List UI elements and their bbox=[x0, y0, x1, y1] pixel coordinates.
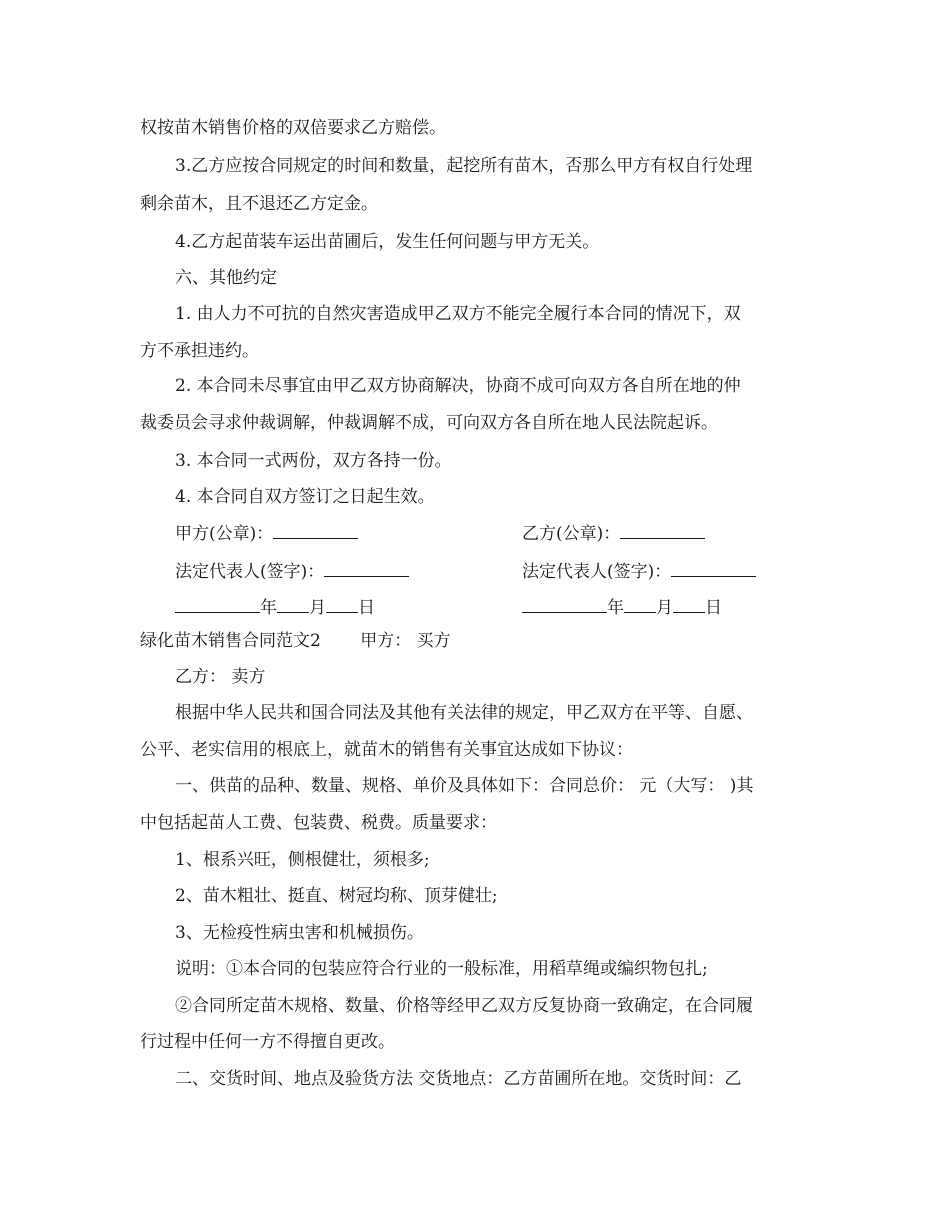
text-line: 4. 本合同自双方签订之日起生效。 bbox=[175, 487, 435, 507]
year-b-label: 年 bbox=[607, 598, 624, 618]
day-a-label: 日 bbox=[358, 598, 375, 618]
month-a-blank[interactable] bbox=[277, 596, 309, 613]
legal-rep-a-blank[interactable] bbox=[324, 560, 409, 577]
text-line: 说明：①本合同的包装应符合行业的一般标准，用稻草绳或编织物包扎; bbox=[175, 959, 708, 979]
text-line: 方不承担违约。 bbox=[140, 341, 259, 361]
year-a-label: 年 bbox=[260, 598, 277, 618]
text-line: 二、交货时间、地点及验货方法 交货地点：乙方苗圃所在地。交货时间：乙 bbox=[175, 1069, 742, 1089]
text-line: ②合同所定苗木规格、数量、价格等经甲乙双方反复协商一致确定，在合同履 bbox=[175, 996, 753, 1016]
party-b-seal-line bbox=[522, 522, 705, 545]
legal-rep-b-label: 法定代表人(签字)： bbox=[522, 562, 672, 582]
month-b-blank[interactable] bbox=[624, 596, 656, 613]
text-line: 公平、老实信用的根底上，就苗木的销售有关事宜达成如下协议： bbox=[140, 740, 633, 760]
text-line: 裁委员会寻求仲裁调解，仲裁调解不成，可向双方各自所在地人民法院起诉。 bbox=[140, 413, 718, 433]
party-b-seal-blank[interactable] bbox=[620, 522, 705, 539]
text-line: 3.乙方应按合同规定的时间和数量，起挖所有苗木，否那么甲方有权自行处理 bbox=[175, 156, 753, 176]
date-b-line bbox=[522, 596, 722, 619]
text-line: 行过程中任何一方不得擅自更改。 bbox=[140, 1032, 395, 1052]
date-a-line bbox=[175, 596, 375, 619]
party-a-seal-blank[interactable] bbox=[273, 522, 358, 539]
day-a-blank[interactable] bbox=[326, 596, 358, 613]
legal-rep-b-line bbox=[522, 560, 756, 583]
text-line: 1、根系兴旺，侧根健壮，须根多; bbox=[175, 850, 430, 870]
text-line: 2. 本合同未尽事宜由甲乙双方协商解决，协商不成可向双方各自所在地的仲 bbox=[175, 376, 741, 396]
text-line: 4.乙方起苗装车运出苗圃后，发生任何问题与甲方无关。 bbox=[175, 232, 600, 252]
day-b-label: 日 bbox=[705, 598, 722, 618]
text-line: 剩余苗木，且不退还乙方定金。 bbox=[140, 194, 378, 214]
text-line: 一、供苗的品种、数量、规格、单价及具体如下：合同总价： 元（大写： )其 bbox=[175, 776, 754, 796]
party-a-seal-line bbox=[175, 522, 358, 545]
year-b-blank[interactable] bbox=[522, 596, 607, 613]
text-line: 1. 由人力不可抗的自然灾害造成甲乙双方不能完全履行本合同的情况下，双 bbox=[175, 304, 741, 324]
section-heading: 六、其他约定 bbox=[175, 268, 277, 288]
text-line: 中包括起苗人工费、包装费、税费。质量要求： bbox=[140, 813, 497, 833]
text-line: 乙方： 卖方 bbox=[175, 667, 266, 687]
text-line: 3、无检疫性病虫害和机械损伤。 bbox=[175, 923, 424, 943]
day-b-blank[interactable] bbox=[673, 596, 705, 613]
party-b-seal-label: 乙方(公章)： bbox=[522, 524, 621, 544]
text-line: 权按苗木销售价格的双倍要求乙方赔偿。 bbox=[140, 118, 446, 138]
legal-rep-b-blank[interactable] bbox=[671, 560, 756, 577]
month-b-label: 月 bbox=[656, 598, 673, 618]
text-line: 2、苗木粗壮、挺直、树冠均称、顶芽健壮; bbox=[175, 886, 498, 906]
month-a-label: 月 bbox=[309, 598, 326, 618]
text-line: 根据中华人民共和国合同法及其他有关法律的规定，甲乙双方在平等、自愿、 bbox=[175, 703, 753, 723]
party-a-seal-label: 甲方(公章)： bbox=[175, 524, 274, 544]
legal-rep-a-line bbox=[175, 560, 409, 583]
legal-rep-a-label: 法定代表人(签字)： bbox=[175, 562, 325, 582]
year-a-blank[interactable] bbox=[175, 596, 260, 613]
contract-title-line: 绿化苗木销售合同范文2 甲方： 买方 bbox=[140, 631, 451, 651]
text-line: 3. 本合同一式两份，双方各持一份。 bbox=[175, 451, 452, 471]
